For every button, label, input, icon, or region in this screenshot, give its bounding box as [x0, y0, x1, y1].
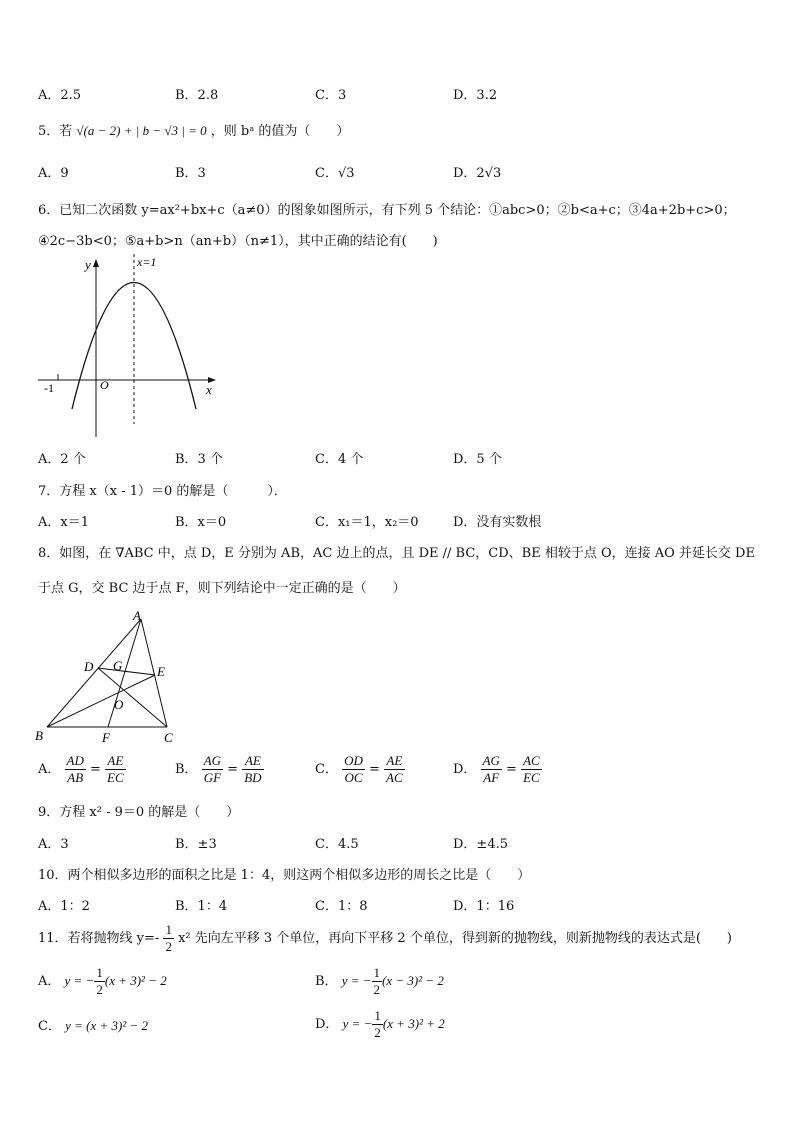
q8-option-c: C． $\frac{OD}{OC}$ = $\frac{AE}{AC}$ [315, 753, 403, 785]
q5-option-b: B．3 [175, 166, 206, 181]
graph-neg-one-label: -1 [44, 381, 54, 395]
label-E: E [157, 664, 165, 679]
label-O: O [114, 697, 124, 712]
graph-origin-label: O [100, 378, 109, 392]
q4-option-a: A．2.5 [38, 88, 82, 103]
q6-stem-line2: ④2c−3b<0；⑤a+b>n（an+b）（n≠1），其中正确的结论有( ) [38, 234, 438, 249]
q5-stem-suffix: ，则 bᵃ 的值为（ ） [210, 124, 350, 139]
q4-option-b: B．2.8 [175, 88, 219, 103]
label-G: G [113, 658, 123, 673]
q5-option-a: A．9 [38, 166, 69, 181]
graph-axis-of-symmetry-label: x=1 [137, 255, 157, 269]
q7-option-d: D．没有实数根 [453, 515, 542, 530]
q11-stem: 11．若将抛物线 y=- $\frac{1}{2}$ x² 先向左平移 3 个单位，再向下平移 2 个单位，得到新的抛物线，则新抛物线的表达式是( ) [38, 922, 732, 954]
q8-d-right-frac: $\frac{AC}{EC}$ [523, 753, 540, 785]
q5-stem [38, 120, 349, 139]
q5-option-d: D．2√3 [453, 166, 502, 181]
q6-option-d: D．5 个 [453, 452, 502, 467]
graph-x-label: x [206, 382, 212, 397]
q9-option-c: C．4.5 [315, 837, 359, 852]
q11-stem-frac: $\frac{1}{2}$ [165, 922, 172, 954]
q8-stem-line2: 于点 G，交 BC 边于点 F，则下列结论中一定正确的是（ ） [38, 581, 406, 596]
q6-parabola-graph [36, 252, 221, 442]
q10-option-a: A．1：2 [38, 899, 90, 914]
q9-option-d: D．±4.5 [453, 837, 508, 852]
q8-c-right-frac: $\frac{AE}{AC}$ [386, 753, 403, 785]
q10-option-c: C．1：8 [315, 899, 368, 914]
q7-option-c: C．x₁＝1，x₂＝0 [315, 515, 419, 530]
q6-option-a: A．2 个 [38, 452, 86, 467]
q5-stem-prefix: 5．若 [38, 124, 73, 139]
q4-option-c: C．3 [315, 88, 347, 103]
label-D: D [84, 659, 94, 674]
q8-option-a: A． $\frac{AD}{AB}$ = $\frac{AE}{EC}$ [38, 753, 124, 785]
q10-stem: 10．两个相似多边形的面积之比是 1：4，则这两个相似多边形的周长之比是（ ） [38, 868, 531, 883]
label-A: A [133, 608, 141, 623]
q7-option-b: B．x＝0 [175, 515, 227, 530]
q7-stem: 7．方程 x（x - 1）＝0 的解是（ ）． [38, 484, 287, 499]
q11-option-d: D． y = − $\frac{1}{2}$ (x + 3)² + 2 [315, 1008, 445, 1040]
q8-b-right-frac: $\frac{AE}{BD}$ [244, 753, 262, 785]
q6-option-c: C．4 个 [315, 452, 364, 467]
q9-option-b: B．±3 [175, 837, 217, 852]
label-F: F [102, 730, 110, 745]
q8-c-left-frac: $\frac{OD}{OC}$ [344, 753, 363, 785]
q8-b-left-frac: $\frac{AG}{GF}$ [203, 753, 222, 785]
q8-a-left-frac: $\frac{AD}{AB}$ [66, 753, 84, 785]
q10-option-b: B．1：4 [175, 899, 228, 914]
q8-triangle-figure [30, 605, 190, 750]
q5-expression: √(a − 2) + | b − √3 | = 0 [76, 123, 207, 138]
q9-option-a: A．3 [38, 837, 69, 852]
q6-stem-line1: 6．已知二次函数 y=ax²+bx+c（a≠0）的图象如图所示，有下列 5 个结论：①abc>0；②b<a+c；③4a+2b+c>0； [38, 203, 736, 218]
label-C: C [164, 730, 173, 745]
q8-option-d: D． $\frac{AG}{AF}$ = $\frac{AC}{EC}$ [453, 753, 540, 785]
q7-option-a: A．x＝1 [38, 515, 89, 530]
label-B: B [35, 728, 43, 743]
q11-option-c: C． y = (x + 3)² − 2 [38, 1018, 149, 1034]
q6-option-b: B．3 个 [175, 452, 223, 467]
q5-option-c: C．√3 [315, 166, 355, 181]
q4-option-d: D．3.2 [453, 88, 498, 103]
q10-option-d: D．1：16 [453, 899, 515, 914]
q11-option-a: A． y = − $\frac{1}{2}$ (x + 3)² − 2 [38, 965, 167, 997]
q11-option-b: B． y = − $\frac{1}{2}$ (x − 3)² − 2 [315, 965, 444, 997]
q8-option-b: B． $\frac{AG}{GF}$ = $\frac{AE}{BD}$ [175, 753, 262, 785]
q9-stem: 9．方程 x² - 9＝0 的解是（ ） [38, 805, 240, 820]
q8-d-left-frac: $\frac{AG}{AF}$ [482, 753, 500, 785]
q8-a-right-frac: $\frac{AE}{EC}$ [107, 753, 124, 785]
q8-stem-line1: 8．如图，在 ∇ABC 中，点 D，E 分别为 AB，AC 边上的点，且 DE // BC，CD、BE 相较于点 O，连接 AO 并延长交 DE [38, 546, 755, 561]
graph-y-label: y [85, 257, 91, 272]
